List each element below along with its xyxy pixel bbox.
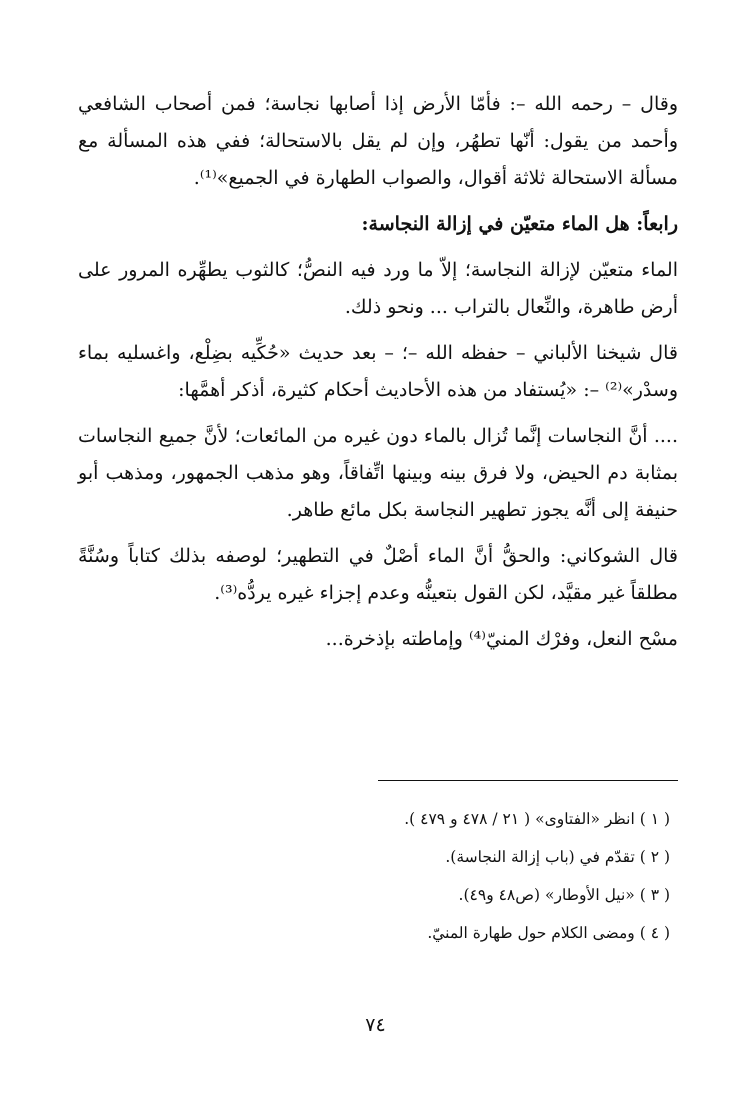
paragraph-water-required: الماء متعيّن لإزالة النجاسة؛ إلاّ ما ورد فيه النصُّ؛ كالثوب يطهِّره المرور على أرض طاهرة، والنِّعال بالتراب ... ونحو ذلك. bbox=[78, 259, 678, 318]
section-heading: رابعاً: هل الماء متعيّن في إزالة النجاسة: bbox=[361, 213, 678, 235]
paragraph-impurities: .... أنَّ النجاسات إنَّما تُزال بالماء دون غيره من المائعات؛ لأنَّ جميع النجاسات بمثابة دم الحيض، ولا فرق بينه وبينها اتِّفاقاً، وهو مذهب الجمهور، ومذهب أبو حنيفة إلى أنَّه يجوز تطهير النجاسة بكل مائع طاهر. bbox=[78, 425, 678, 521]
footnote-2: ( ٢ ) تقدّم في (باب إزالة النجاسة). bbox=[445, 848, 670, 866]
paragraph-shawkani: قال الشوكاني: والحقُّ أنَّ الماء أصْلٌ في التطهير؛ لوصفه بذلك كتاباً وسُنَّةً مطلقاً غير مقيَّد، لكن القول بتعينُّه وعدم إجزاء غيره يردُّه⁽³⁾. bbox=[78, 545, 678, 604]
footnotes bbox=[250, 800, 670, 952]
paragraph-quote-ibn-taymiyyah: وقال – رحمه الله –: فأمّا الأرض إذا أصابها نجاسة؛ فمن أصحاب الشافعي وأحمد من يقول: أنّها تطهُر، وإن لم يقل بالاستحالة؛ ففي هذه المسألة مع مسألة الاستحالة ثلاثة أقوال، والصواب الطهارة في الجميع»⁽¹⁾. bbox=[78, 93, 678, 189]
footnote-4: ( ٤ ) ومضى الكلام حول طهارة المنيّ. bbox=[427, 924, 670, 942]
footnote-divider bbox=[378, 780, 678, 781]
main-text bbox=[78, 86, 678, 658]
paragraph-albani-quote: قال شيخنا الألباني – حفظه الله –؛ – بعد حديث «حُكِّيه بضِلْع، واغسليه بماء وسدْر»⁽²⁾ –: «يُستفاد من هذه الأحاديث أحكام كثيرة، أذكر أهمَّها: bbox=[78, 342, 678, 401]
page-number: ٧٤ bbox=[365, 1014, 386, 1036]
paragraph-sandal-semen: مسْح النعل، وفرْك المنيّ⁽⁴⁾ وإماطته بإذخرة... bbox=[325, 628, 678, 650]
footnote-1: ( ١ ) انظر «الفتاوى» ( ٢١ / ٤٧٨ و ٤٧٩ ). bbox=[404, 810, 670, 828]
footnote-3: ( ٣ ) «نيل الأوطار» (ص٤٨ و٤٩). bbox=[458, 886, 670, 904]
